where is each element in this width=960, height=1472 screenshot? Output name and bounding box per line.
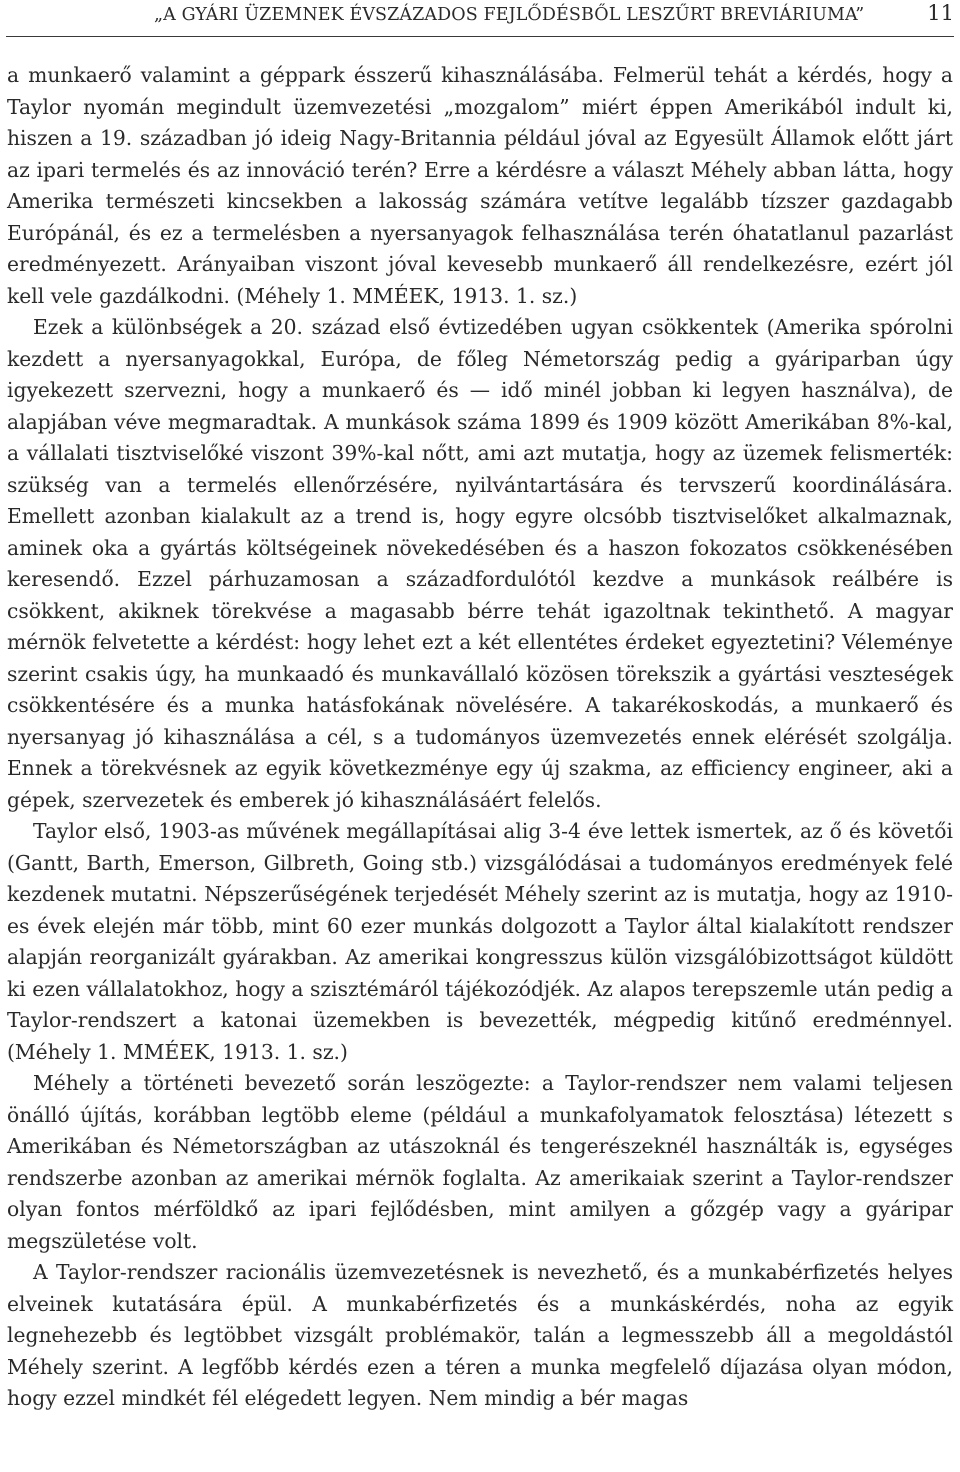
paragraph: A Taylor-rendszer racionális üzemvezetésnek is nevezhető, és a munkabérfizetés helyes elveinek kutatására épül. A munkabérfizetés és a munkáskérdés, noha az egyik legnehezebb és legtöbbet vizsgált problémakör, talán a legmesszebb áll a megoldástól Méhely szerint. A legfőbb kérdés ezen a téren a munka megfelelő díjazása olyan módon, hogy ezzel mindkét fél elégedett legyen. Nem mindig a bér magas bbox=[7, 1260, 953, 1410]
page-header bbox=[0, 0, 960, 44]
paragraph: Ezek a különbségek a 20. század első évtizedében ugyan csökkentek (Amerika spórolni kezdett a nyersanyagokkal, Európa, de főleg Németország pedig a gyáriparban úgy igyekezett szervezni, hogy a munkaerő és — idő minél jobban ki legyen használva), de alapjában véve megmaradtak. A munkások száma 1899 és 1909 között Amerikában 8%-kal, a vállalati tisztviselőké viszont 39%-kal nőtt, ami azt mutatja, hogy az üzemek felismerték: szükség van a termelés ellenőrzésére, nyilvántartására és tervszerű koordinálására. Emellett azonban kialakult az a trend is, hogy egyre olcsóbb tisztviselőket alkalmaznak, aminek oka a gyártás költségeinek növekedésében és a haszon fokozatos csökkenésében keresendő. Ezzel párhuzamosan a századfordulótól kezdve a munkások reálbére is csökkent, akiknek törekvése a magasabb bérre tehát igazoltnak tekinthető. A magyar mérnök felvetette a kérdést: hogy lehet ezt a két ellentétes érdeket egyeztetini? Véleménye szerint csakis úgy, ha munkaadó és munkavállaló közösen törekszik a gyártási veszteségek csökkentésére és a munka hatásfokának növelésére. A takarékoskodás, a munkaerő és nyersanyag jó kihasználása a cél, s a tudományos üzemvezetés ennek elérését szolgálja. Ennek a törekvésnek az egyik következménye egy új szakma, az efficiency engineer, aki a gépek, szervezetek és emberek jó kihasználásáért felelős. bbox=[7, 315, 953, 812]
running-title: „A GYÁRI ÜZEMNEK ÉVSZÁZADOS FEJLŐDÉSBŐL LESZŰRT BREVIÁRIUMA” bbox=[154, 5, 865, 25]
paragraph: a munkaerő valamint a géppark ésszerű kihasználásába. Felmerül tehát a kérdés, hogy a Taylor nyomán megindult üzemvezetési „mozgalom” miért éppen Amerikából indult ki, hiszen a 19. században jó ideig Nagy-Britannia például jóval az Egyesült Államok előtt járt az ipari termelés és az innováció terén? Erre a kérdésre a választ Méhely abban látta, hogy Amerika természeti kincsekben a lakosság számára vetítve legalább tízszer gazdagabb Európánál, és ez a termelésben a nyersanyagok felhasználása terén óhatatlanul pazarlást eredményezett. Arányaiban viszont jóval kevesebb munkaerő áll rendelkezésre, ezért jól kell vele gazdálkodni. (Méhely 1. MMÉEK, 1913. 1. sz.) bbox=[7, 63, 953, 308]
body-text bbox=[7, 60, 953, 1415]
header-divider bbox=[6, 36, 954, 37]
page-number: 11 bbox=[927, 1, 954, 25]
paragraph: Taylor első, 1903-as művének megállapításai alig 3-4 éve lettek ismertek, az ő és követői (Gantt, Barth, Emerson, Gilbreth, Going stb.) vizsgálódásai a tudományos eredmények felé kezdenek mutatni. Népszerűségének terjedését Méhely szerint az is mutatja, hogy az 1910-es évek elején már több, mint 60 ezer munkás dolgozott a Taylor által kialakított rendszer alapján reorganizált gyárakban. Az amerikai kongresszus külön vizsgálóbizottságot küldött ki ezen vállalatokhoz, hogy a szisztémáról tájékozódjék. Az alapos terepszemle után pedig a Taylor-rendszert a katonai üzemekben is bevezették, mégpedig kitűnő eredménnyel. (Méhely 1. MMÉEK, 1913. 1. sz.) bbox=[7, 819, 953, 1064]
paragraph: Méhely a történeti bevezető során leszögezte: a Taylor-rendszer nem valami teljesen önálló újítás, korábban legtöbb eleme (például a munkafolyamatok felosztása) létezett s Amerikában és Németországban az utászoknál és tengerészeknél használták is, egységes rendszerbe azonban az amerikai mérnök foglalta. Az amerikaiak szerint a Taylor-rendszer olyan fontos mérföldkő az ipari fejlődésben, mint amilyen a gőzgép vagy a gyáripar megszületése volt. bbox=[7, 1071, 953, 1253]
